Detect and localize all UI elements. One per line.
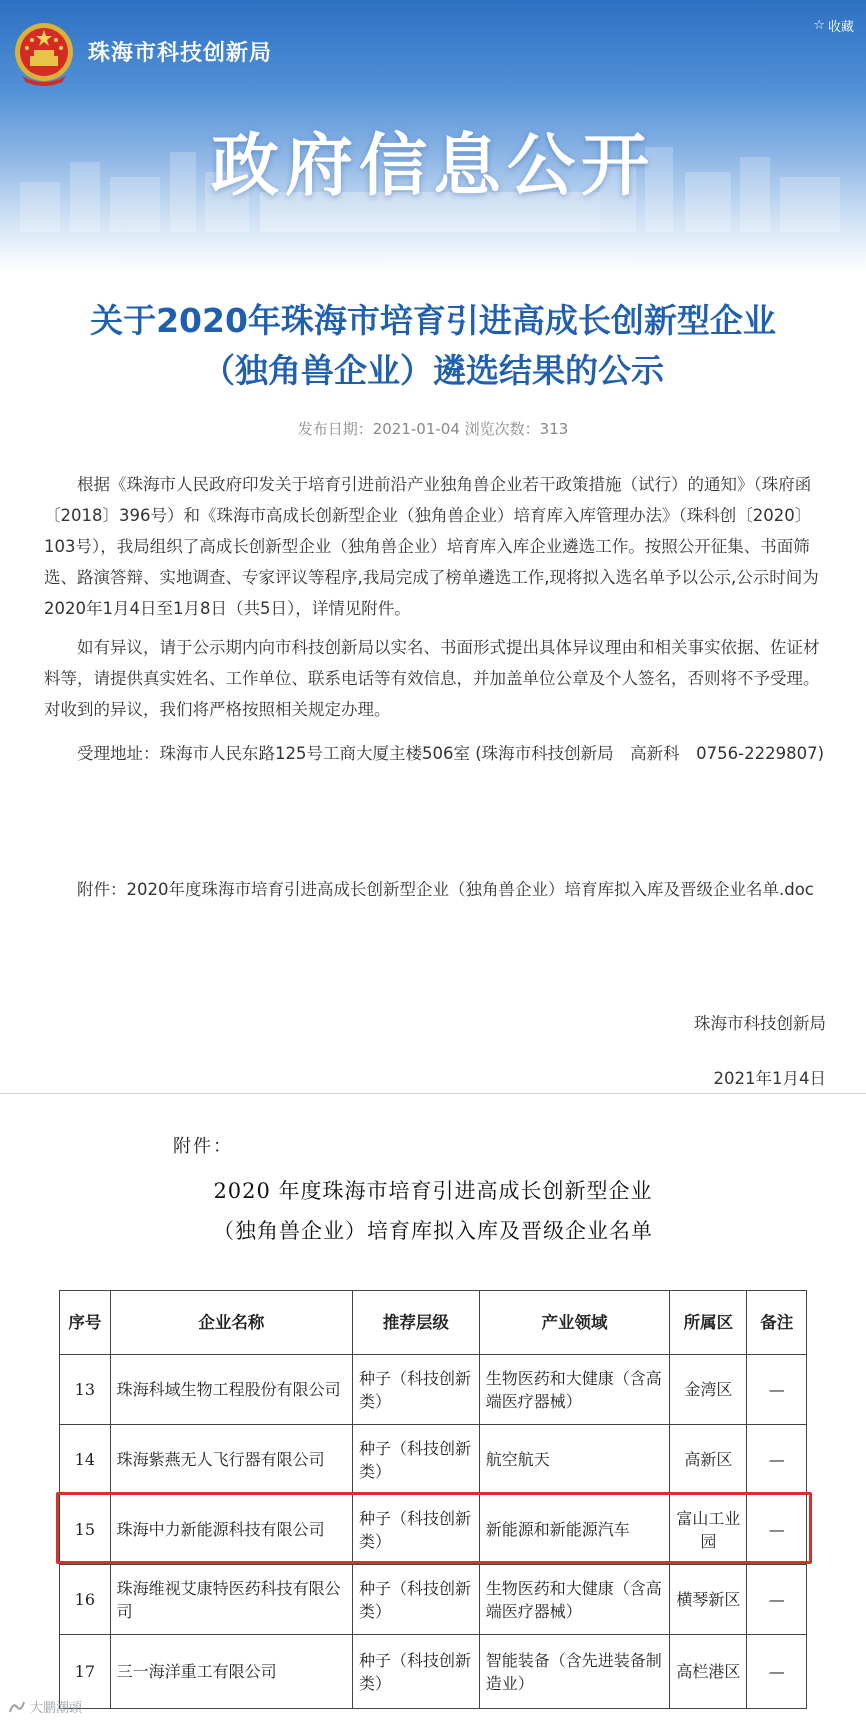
industry-field: 航空航天: [479, 1425, 670, 1495]
recommend-level: 种子（科技创新类）: [353, 1495, 480, 1565]
favorite-button[interactable]: [813, 16, 854, 35]
article-paragraph: 根据《珠海市人民政府印发关于培育引进前沿产业独角兽企业若干政策措施（试行）的通知》（珠府函〔2018〕396号）和《珠海市高成长创新型企业（独角兽企业）培育库入库管理办法》（珠科创〔2020〕103号），我局组织了高成长创新型企业（独角兽企业）培育库入库企业遴选工作。按照公开征集、书面筛选、路演答辩、实地调查、专家评议等程序,我局完成了榜单遴选工作,现将拟入选名单予以公示,公示时间为2020年1月4日至1月8日（共5日），详情见附件。: [44, 475, 819, 618]
table-row: [60, 1565, 807, 1635]
column-header: 产业领域: [479, 1291, 670, 1355]
table-row: [60, 1425, 807, 1495]
column-header: 备注: [747, 1291, 807, 1355]
note: —: [747, 1565, 807, 1635]
company-name: 珠海科域生物工程股份有限公司: [110, 1355, 352, 1425]
article-title-line1: 关于2020年珠海市培育引进高成长创新型企业: [90, 301, 776, 340]
district: 高栏港区: [670, 1635, 747, 1709]
highlight-box: [56, 1492, 812, 1564]
recommend-level: 种子（科技创新类）: [353, 1565, 480, 1635]
national-emblem-icon: [12, 20, 76, 88]
row-number: 17: [60, 1635, 111, 1709]
header-banner: [0, 0, 866, 272]
article-paragraph: 受理地址：珠海市人民东路125号工商大厦主楼506室 (珠海市科技创新局 高新科 0756-2229807): [77, 744, 825, 763]
org-name[interactable]: 珠海市科技创新局: [88, 41, 273, 66]
district: 富山工业园: [670, 1495, 747, 1565]
row-number: 16: [60, 1565, 111, 1635]
banner-title: 政府信息公开: [210, 127, 655, 206]
scan-title-line1: 2020 年度珠海市培育引进高成长创新型企业: [213, 1179, 653, 1203]
table-header-row: [60, 1291, 807, 1355]
article-title: [0, 296, 866, 396]
row-number: 15: [60, 1495, 111, 1565]
column-header: 所属区: [670, 1291, 747, 1355]
star-icon: ☆: [813, 18, 825, 33]
recommend-level: 种子（科技创新类）: [353, 1635, 480, 1709]
district: 高新区: [670, 1425, 747, 1495]
signature: 珠海市科技创新局: [694, 1014, 826, 1033]
company-name: 珠海中力新能源科技有限公司: [110, 1495, 352, 1565]
industry-field: 新能源和新能源汽车: [479, 1495, 670, 1565]
note: —: [747, 1425, 807, 1495]
watermark: [8, 1697, 82, 1716]
article-title-line2: （独角兽企业）遴选结果的公示: [202, 351, 664, 390]
industry-field: 智能装备（含先进装备制造业）: [479, 1635, 670, 1709]
scan-attachment-label: 附件：: [173, 1136, 233, 1157]
attachment-link[interactable]: 附件：2020年度珠海市培育引进高成长创新型企业（独角兽企业）培育库拟入库及晋级企业名单.doc: [77, 880, 814, 899]
scan-title-line2: （独角兽企业）培育库拟入库及晋级企业名单: [213, 1219, 653, 1243]
company-name: 珠海维视艾康特医药科技有限公司: [110, 1565, 352, 1635]
watermark-text: 大鹏潮頭: [30, 1701, 83, 1716]
industry-field: 生物医药和大健康（含高端医疗器械）: [479, 1355, 670, 1425]
row-number: 14: [60, 1425, 111, 1495]
note: —: [747, 1355, 807, 1425]
table-row: [60, 1355, 807, 1425]
industry-field: 生物医药和大健康（含高端医疗器械）: [479, 1565, 670, 1635]
article-meta: 发布日期：2021-01-04 浏览次数：313: [297, 420, 569, 438]
company-name: 珠海紫燕无人飞行器有限公司: [110, 1425, 352, 1495]
note: —: [747, 1495, 807, 1565]
article-paragraph: 如有异议，请于公示期内向市科技创新局以实名、书面形式提出具体异议理由和相关事实依据、佐证材料等，请提供真实姓名、工作单位、联系电话等有效信息，并加盖单位公章及个人签名，否则将不予受理。对收到的异议，我们将严格按照相关规定办理。: [44, 638, 820, 719]
company-name: 三一海洋重工有限公司: [110, 1635, 352, 1709]
recommend-level: 种子（科技创新类）: [353, 1355, 480, 1425]
note: —: [747, 1635, 807, 1709]
table-row: [60, 1635, 807, 1709]
district: 横琴新区: [670, 1565, 747, 1635]
column-header: 推荐层级: [353, 1291, 480, 1355]
row-number: 13: [60, 1355, 111, 1425]
divider: [0, 1093, 866, 1094]
recommend-level: 种子（科技创新类）: [353, 1425, 480, 1495]
favorite-label: 收藏: [827, 20, 854, 35]
district: 金湾区: [670, 1355, 747, 1425]
signature-date: 2021年1月4日: [713, 1069, 826, 1088]
column-header: 序号: [60, 1291, 111, 1355]
logo-icon: [8, 1700, 26, 1714]
column-header: 企业名称: [110, 1291, 352, 1355]
